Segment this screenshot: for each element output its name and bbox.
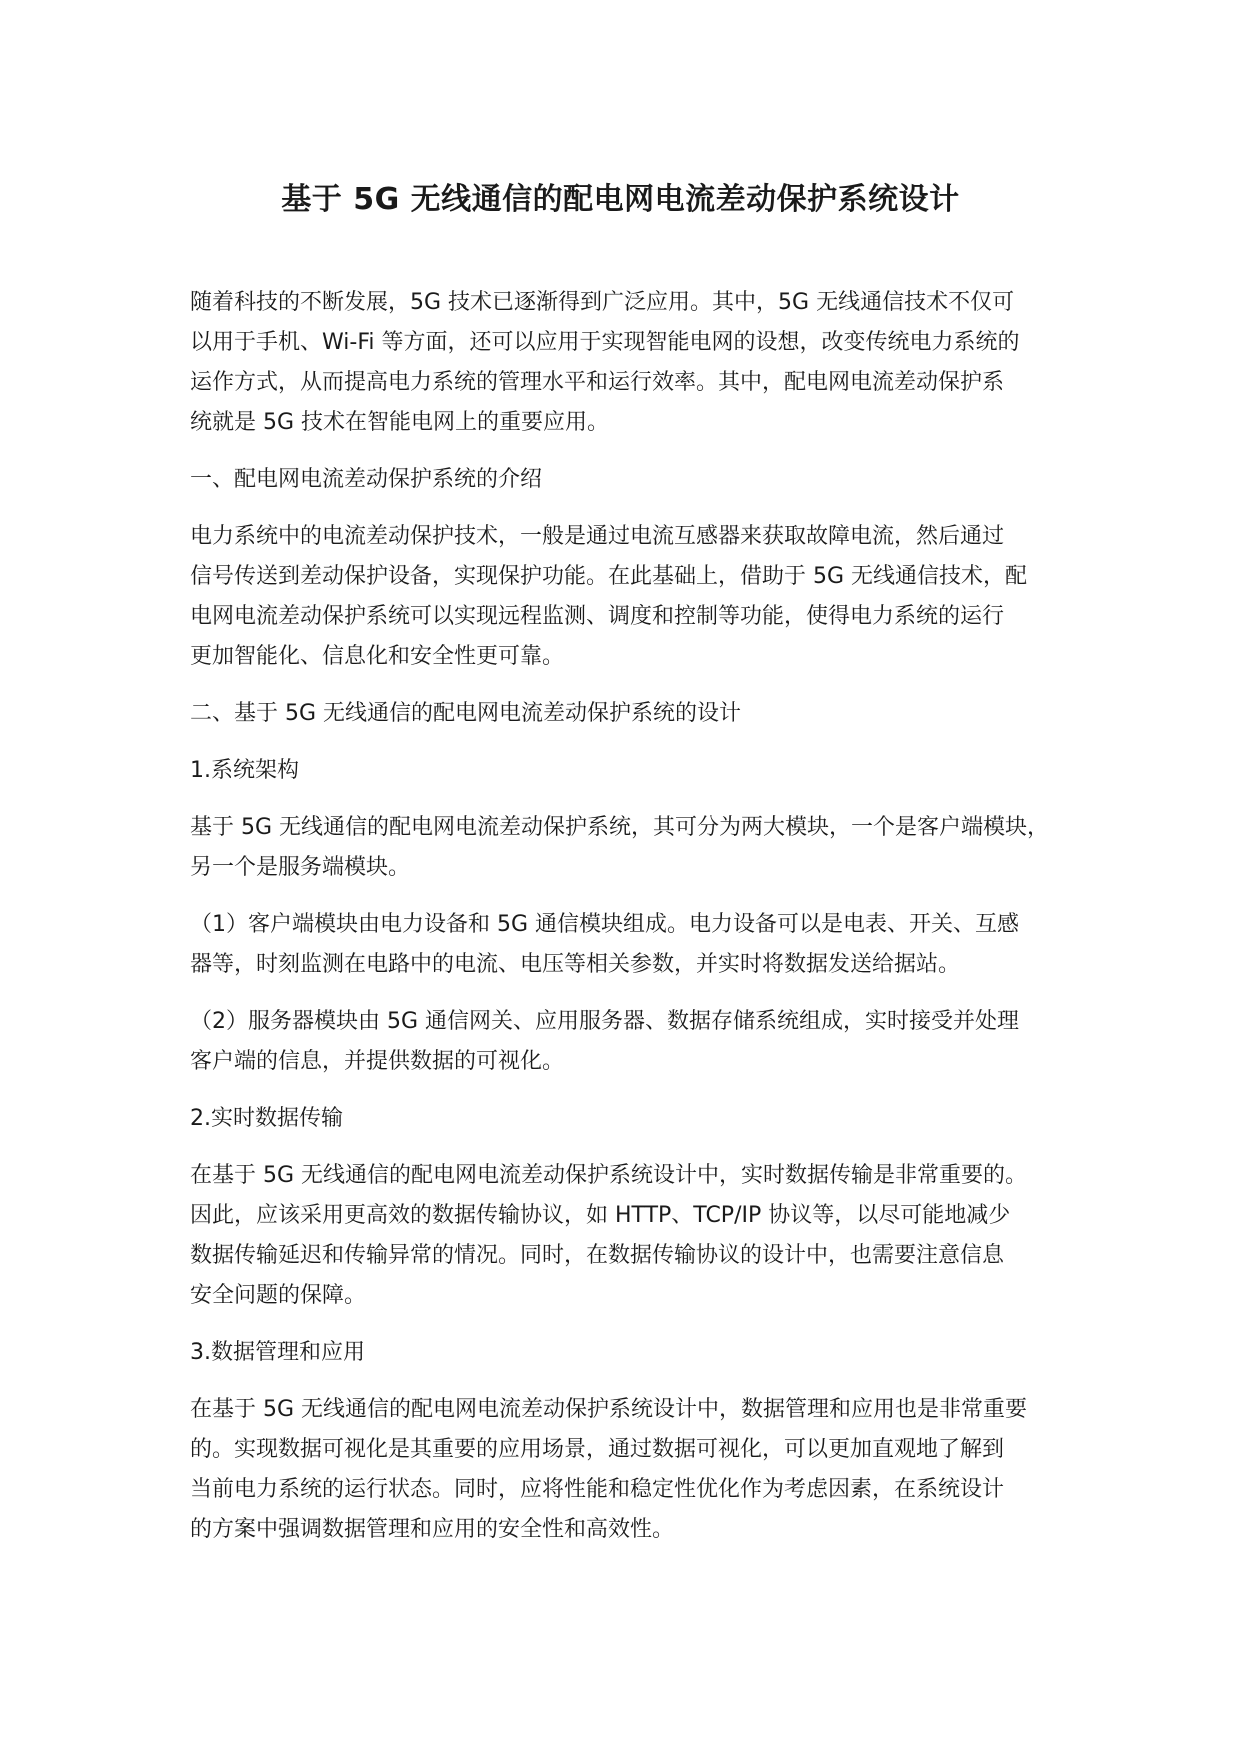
page-title: 基于 5G 无线通信的配电网电流差动保护系统设计 [281, 182, 960, 217]
document-body [190, 283, 1080, 1567]
paragraph-line: 的方案中强调数据管理和应用的安全性和高效性。 [190, 1517, 675, 1542]
section-heading: 3.数据管理和应用 [190, 1340, 365, 1365]
paragraph-line: 因此，应该采用更高效的数据传输协议，如 HTTP、TCP/IP 协议等，以尽可能地减少 [190, 1203, 1011, 1228]
paragraph-line: 电力系统中的电流差动保护技术，一般是通过电流互感器来获取故障电流，然后通过 [190, 524, 1005, 549]
paragraph-line: 的。实现数据可视化是其重要的应用场景，通过数据可视化，可以更加直观地了解到 [190, 1437, 1005, 1462]
paragraph-line: 客户端的信息，并提供数据的可视化。 [190, 1049, 565, 1074]
section-heading: 2.实时数据传输 [190, 1106, 343, 1131]
paragraph-line: 器等，时刻监测在电路中的电流、电压等相关参数，并实时将数据发送给据站。 [190, 952, 961, 977]
paragraph [190, 1156, 1080, 1316]
paragraph [190, 808, 1080, 888]
paragraph-line: 另一个是服务端模块。 [190, 855, 411, 880]
paragraph [190, 1002, 1080, 1082]
paragraph [190, 283, 1080, 443]
paragraph-line: 在基于 5G 无线通信的配电网电流差动保护系统设计中，实时数据传输是非常重要的。 [190, 1163, 1028, 1188]
paragraph-line: （2）服务器模块由 5G 通信网关、应用服务器、数据存储系统组成，实时接受并处理 [190, 1009, 1020, 1034]
paragraph-line: 当前电力系统的运行状态。同时，应将性能和稳定性优化作为考虑因素，在系统设计 [190, 1477, 1005, 1502]
section-heading: 二、基于 5G 无线通信的配电网电流差动保护系统的设计 [190, 701, 742, 726]
paragraph [190, 1390, 1080, 1550]
paragraph-line: （1）客户端模块由电力设备和 5G 通信模块组成。电力设备可以是电表、开关、互感 [190, 912, 1020, 937]
paragraph-line: 随着科技的不断发展，5G 技术已逐渐得到广泛应用。其中，5G 无线通信技术不仅可 [190, 290, 1015, 315]
paragraph-line: 统就是 5G 技术在智能电网上的重要应用。 [190, 410, 610, 435]
section-heading: 1.系统架构 [190, 758, 299, 783]
paragraph-line: 以用于手机、Wi-Fi 等方面，还可以应用于实现智能电网的设想，改变传统电力系统的 [190, 330, 1020, 355]
paragraph-line: 安全问题的保障。 [190, 1283, 367, 1308]
paragraph-line: 更加智能化、信息化和安全性更可靠。 [190, 644, 565, 669]
paragraph-line: 信号传送到差动保护设备，实现保护功能。在此基础上，借助于 5G 无线通信技术，配 [190, 564, 1028, 589]
paragraph [190, 517, 1080, 677]
paragraph-line: 在基于 5G 无线通信的配电网电流差动保护系统设计中，数据管理和应用也是非常重要 [190, 1397, 1028, 1422]
paragraph-line: 电网电流差动保护系统可以实现远程监测、调度和控制等功能，使得电力系统的运行 [190, 604, 1005, 629]
paragraph-line: 运作方式，从而提高电力系统的管理水平和运行效率。其中，配电网电流差动保护系 [190, 370, 1005, 395]
paragraph-line: 数据传输延迟和传输异常的情况。同时，在数据传输协议的设计中，也需要注意信息 [190, 1243, 1005, 1268]
section-heading: 一、配电网电流差动保护系统的介绍 [190, 467, 543, 492]
paragraph-line: 基于 5G 无线通信的配电网电流差动保护系统，其可分为两大模块，一个是客户端模块， [190, 815, 1050, 840]
paragraph [190, 905, 1080, 985]
